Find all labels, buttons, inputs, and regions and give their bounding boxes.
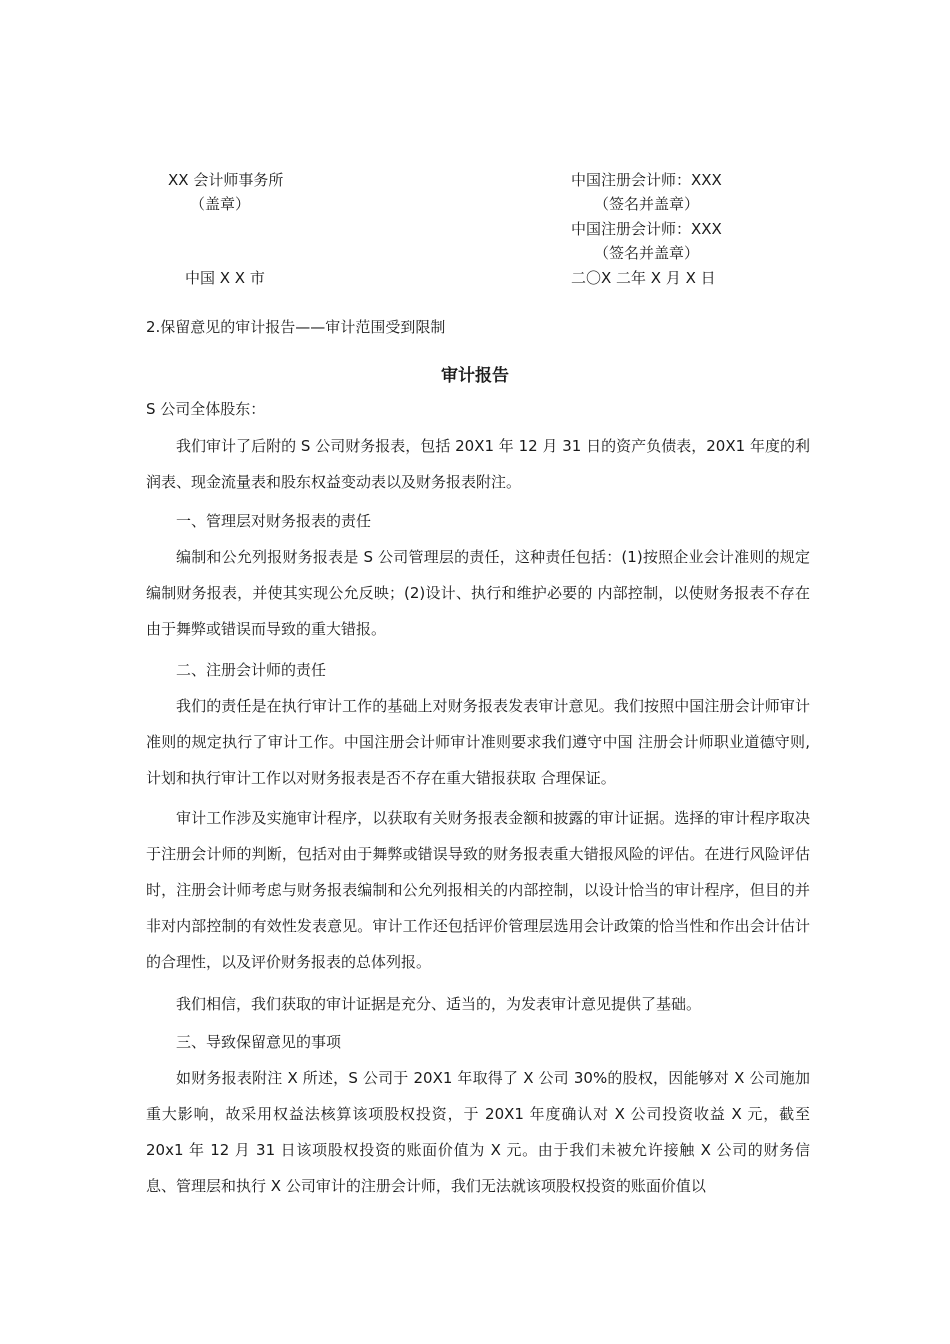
cpa-1: 中国注册会计师：XXX	[571, 171, 722, 189]
heading-qualified-basis: 三、导致保留意见的事项	[176, 1033, 342, 1051]
location: 中国 X X 市	[185, 269, 265, 287]
report-date: 二〇X 二年 X 月 X 日	[571, 269, 716, 287]
firm-seal: （盖章）	[190, 195, 251, 213]
evidence-paragraph: 我们相信，我们获取的审计证据是充分、适当的，为发表审计意见提供了基础。	[176, 995, 702, 1013]
addressee: S 公司全体股东：	[146, 400, 266, 418]
management-responsibility-paragraph: 编制和公允列报财务报表是 S 公司管理层的责任，这种责任包括：(1)按照企业会计准则的规定编制财务报表，并使其实现公允反映；(2)设计、执行和维护必要的 内部控制，以使财务报表不存在由于舞弊或错误而导致的重大错报。	[146, 548, 810, 638]
auditor-responsibility-paragraph: 我们的责任是在执行审计工作的基础上对财务报表发表审计意见。我们按照中国注册会计师审计准则的规定执行了审计工作。中国注册会计师审计准则要求我们遵守中国 注册会计师职业道德守则,计划和执行审计工作以对财务报表是否不存在重大错报获取 合理保证。	[146, 697, 810, 787]
firm-name: XX 会计师事务所	[168, 171, 284, 189]
cpa-2-sign: （签名并盖章）	[594, 244, 700, 262]
heading-management-responsibility: 一、管理层对财务报表的责任	[176, 512, 372, 530]
section-title: 2.保留意见的审计报告——审计范围受到限制	[146, 318, 446, 336]
cpa-2: 中国注册会计师：XXX	[571, 220, 722, 238]
cpa-1-sign: （签名并盖章）	[594, 195, 700, 213]
heading-auditor-responsibility: 二、注册会计师的责任	[176, 661, 327, 679]
report-title: 审计报告	[441, 366, 509, 386]
intro-paragraph: 我们审计了后附的 S 公司财务报表，包括 20X1 年 12 月 31 日的资产负债表，20X1 年度的利润表、现金流量表和股东权益变动表以及财务报表附注。	[146, 437, 810, 491]
qualified-basis-paragraph: 如财务报表附注 X 所述，S 公司于 20X1 年取得了 X 公司 30%的股权，因能够对 X 公司施加重大影响，故采用权益法核算该项股权投资，于 20X1 年度确认对 X 公司投资收益 X 元，截至 20x1 年 12 月 31 日该项股权投资的账面价值为 X 元。由于我们未被允许接触 X 公司的财务信息、管理层和执行 X 公司审计的注册会计师，我们无法就该项股权投资的账面价值以	[146, 1069, 810, 1195]
audit-procedures-paragraph: 审计工作涉及实施审计程序，以获取有关财务报表金额和披露的审计证据。选择的审计程序取决于注册会计师的判断，包括对由于舞弊或错误导致的财务报表重大错报风险的评估。在进行风险评估时，注册会计师考虑与财务报表编制和公允列报相关的内部控制，以设计恰当的审计程序，但目的并非对内部控制的有效性发表意见。审计工作还包括评价管理层选用会计政策的恰当性和作出会计估计的合理性，以及评价财务报表的总体列报。	[146, 809, 810, 971]
